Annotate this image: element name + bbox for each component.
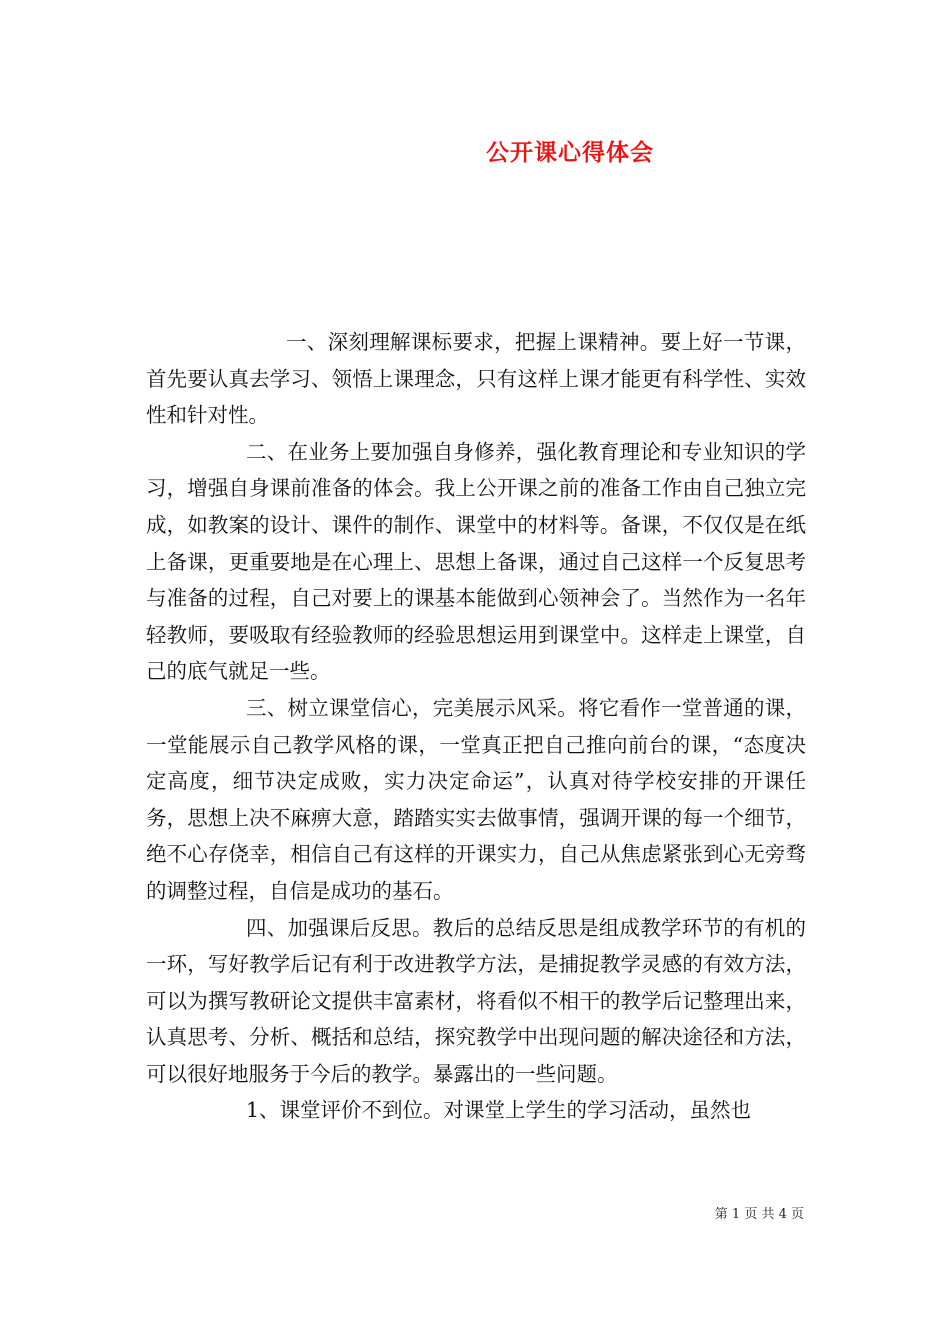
paragraph-3: 三、树立课堂信心，完美展示风采。将它看作一堂普通的课，一堂能展示自己教学风格的课，一堂真正把自己推向前台的课，“态度决定高度，细节决定成败，实力决定命运”，认真对待学校安排的开课任务，思想上决不麻痹大意，踏踏实实去做事情，强调开课的每一个细节，绝不心存侥幸，相信自己有这样的开课实力，自己从焦虑紧张到心无旁骛的调整过程，自信是成功的基石。 [146,695,806,903]
document-body [146,324,806,1129]
page-number-footer: 第 1 页 共 4 页 [714,1207,804,1222]
paragraph-4: 四、加强课后反思。教后的总结反思是组成教学环节的有机的一环，写好教学后记有利于改进教学方法，是捕捉教学灵感的有效方法，可以为撰写教研论文提供丰富素材，将看似不相干的教学后记整理出来，认真思考、分析、概括和总结，探究教学中出现问题的解决途径和方法，可以很好地服务于今后的教学。暴露出的一些问题。 [146,915,806,1086]
paragraph-2: 二、在业务上要加强自身修养，强化教育理论和专业知识的学习，增强自身课前准备的体会。我上公开课之前的准备工作由自己独立完成，如教案的设计、课件的制作、课堂中的材料等。备课，不仅仅是在纸上备课，更重要地是在心理上、思想上备课，通过自己这样一个反复思考与准备的过程，自己对要上的课基本能做到心领神会了。当然作为一名年轻教师，要吸取有经验教师的经验思想运用到课堂中。这样走上课堂，自己的底气就足一些。 [146,439,806,684]
paragraph-1: 一、深刻理解课标要求，把握上课精神。要上好一节课，首先要认真去学习、领悟上课理念，只有这样上课才能更有科学性、实效性和针对性。 [146,330,806,428]
document-title: 公开课心得体会 [486,139,654,166]
paragraph-5: 1、课堂评价不到位。对课堂上学生的学习活动，虽然也 [246,1098,752,1123]
